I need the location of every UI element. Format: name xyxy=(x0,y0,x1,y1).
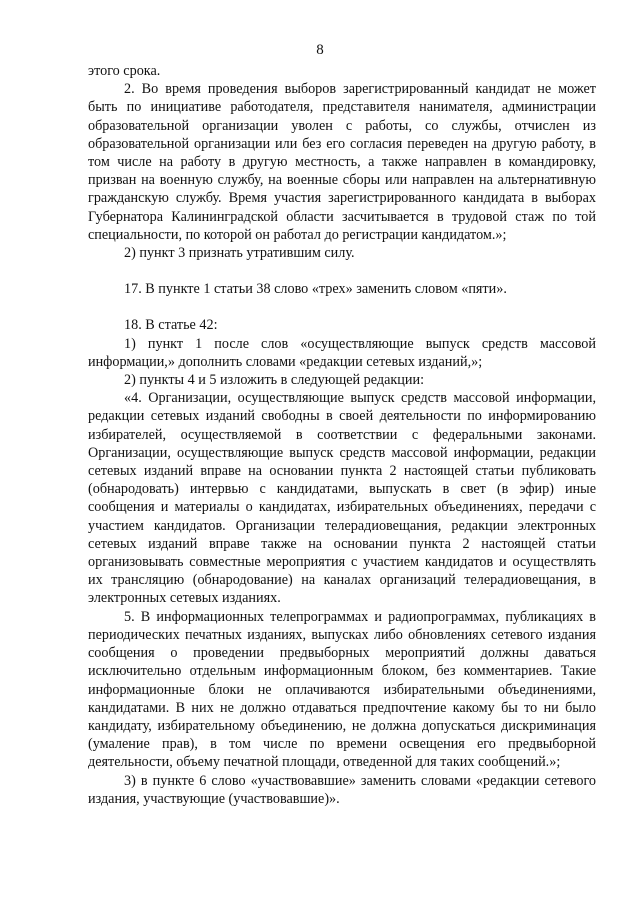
paragraph-clause-4: «4. Организации, осуществляющие выпуск средств массовой информации, редакции сетевых изданий свободны в своей деятельности по информированию избирателей, осуществляемой в соответствии с федеральными законами. Организации, осуществляющие выпуск средств массовой информации, редакции сетевых изданий вправе на основании пункта 2 настоящей статьи публиковать (обнародовать) интервью с кандидатами, выпускать в свет (в эфир) иные сообщения и материалы о кандидатах, избирательных объединениях, передачи с участием кандидатов. Организации телерадиовещания, редакции электронных сетевых изданий вправе также на основании пункта 2 настоящей статьи организовывать совместные мероприятия с участием кандидатов и осуществлять их трансляцию (обнародование) на каналах организаций телерадиовещания, в электронных сетевых изданиях. xyxy=(88,390,596,607)
paragraph-item-2-candidate-protection: 2. Во время проведения выборов зарегистрированный кандидат не может быть по инициативе работодателя, представителя нанимателя, администрации образовательной организации уволен с работы, со службы, отчислен из образовательной организации или без его согласия переведен на другую работу, в том числе на работу в другую местность, а также направлен в командировку, призван на военную службу, на военные сборы или направлен на альтернативную гражданскую службу. Время участия зарегистрированного кандидата в выборах Губернатора Калининградской области засчитывается в трудовой стаж по той специальности, по которой он работал до регистрации кандидатом.»; xyxy=(88,81,596,243)
paragraph-gap xyxy=(88,298,596,316)
document-body xyxy=(88,62,596,808)
paragraph-gap xyxy=(88,262,596,280)
page-number: 8 xyxy=(316,42,324,58)
paragraph-subitem-1: 1) пункт 1 после слов «осуществляющие выпуск средств массовой информации,» дополнить словами «редакции сетевых изданий,»; xyxy=(88,335,596,370)
paragraph-subitem-2-repeal: 2) пункт 3 признать утратившим силу. xyxy=(124,245,355,262)
paragraph-item-18: 18. В статье 42: xyxy=(124,317,218,334)
paragraph-subitem-2: 2) пункты 4 и 5 изложить в следующей редакции: xyxy=(124,372,425,389)
paragraph-end-of-term: этого срока. xyxy=(88,63,161,79)
paragraph-clause-5: 5. В информационных телепрограммах и радиопрограммах, публикациях в периодических печатных изданиях, выпусках либо обновлениях сетевого издания сообщения о проведении предвыборных мероприятий должны даваться исключительно отдельным информационным блоком, без комментариев. Такие информационные блоки не оплачиваются избирательными объединениями, кандидатами. В них не должно отдаваться предпочтение какому бы то ни было кандидату, избирательному объединению, не должна допускаться дискриминация (умаление прав), в том числе по времени освещения его предвыборной деятельности, объему печатной площади, отведенной для таких сообщений.»; xyxy=(88,608,596,771)
paragraph-item-17: 17. В пункте 1 статьи 38 слово «трех» заменить словом «пяти». xyxy=(124,281,507,298)
paragraph-subitem-3: 3) в пункте 6 слово «участвовавшие» заменить словами «редакции сетевого издания, участвующие (участвовавшие)». xyxy=(88,772,596,807)
